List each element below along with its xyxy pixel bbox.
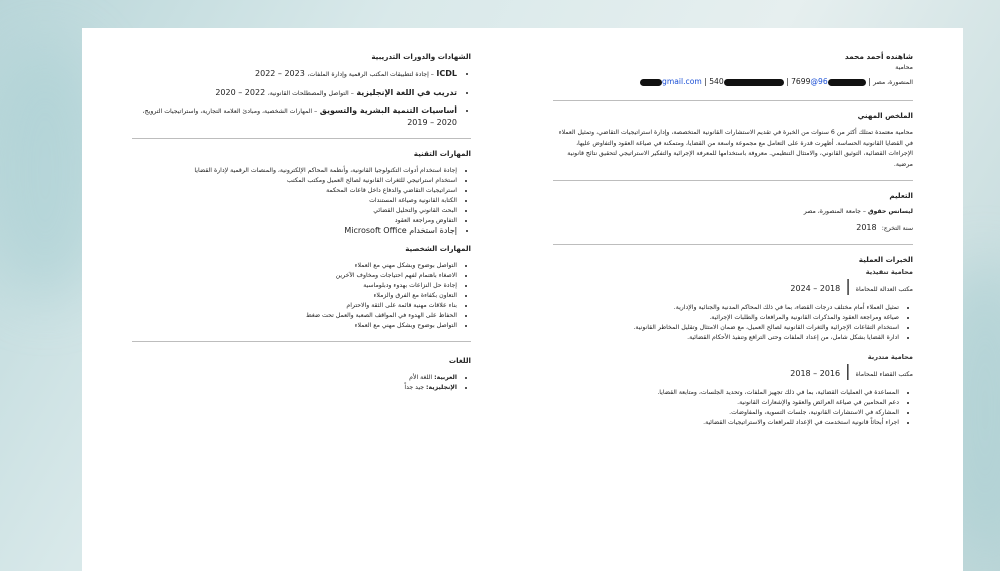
contact-phone: 7699 [791, 77, 811, 86]
soft-skills-list [132, 261, 471, 331]
cert-item [132, 69, 457, 81]
experience-heading: الخبرات العملية [858, 255, 913, 264]
cert-desc: – المهارات الشخصية، ومبادئ العلامة التجارية، واستراتيجيات الترويج، [142, 108, 318, 115]
resume-page-right [523, 28, 963, 571]
cert-desc: – إجادة لتطبيقات المكتب الرقمية وإدارة الملفات، [307, 71, 434, 78]
list-item: • المساعدة في العمليات القضائية، بما في ذلك تجهيز الملفات، وتحديد الجلسات، ومتابعة القضايا. [553, 388, 899, 398]
job-meta: مكتب العدالة للمحاماة | 2018 – 2024 [790, 276, 913, 295]
list-item: • اجراء أبحاثاً قانونية استخدمت في الإعداد للمرافعات والاستراتيجيات القضائية. [553, 418, 899, 428]
list-item: • التواصل بوضوح وبشكل مهني مع العملاء [132, 321, 457, 331]
tech-skills-list [132, 166, 471, 236]
redacted-text [724, 79, 784, 86]
list-item: • بناء علاقات مهنية قائمة على الثقة والاحترام [132, 301, 457, 311]
cert-dates: 2020 – 2019 [407, 117, 457, 127]
cert-dates: 2022 – 2020 [215, 87, 266, 97]
languages-list [132, 373, 471, 393]
list-item: • الكتابة القانونية وصياغة المستندات [132, 196, 457, 206]
cert-name: ICDL [436, 69, 457, 78]
cert-desc: – التواصل والمصطلحات القانونية، [267, 89, 354, 97]
education-degree-line [553, 208, 913, 215]
job-dates: 2016 – 2018 [790, 369, 841, 378]
certifications-heading: الشهادات والدورات التدريبية [371, 52, 471, 61]
degree: ليسانس حقوق [867, 208, 913, 215]
summary-heading: الملخص المهني [857, 111, 913, 120]
job-title: محامية تنفيذية [865, 268, 913, 276]
tech-skills-heading: المهارات التقنية [413, 149, 471, 158]
cert-item [132, 106, 457, 128]
list-item: • إجادة حل النزاعات بهدوء ودبلوماسية [132, 281, 457, 291]
list-item: • استخدام استراتيجي للثغرات القانونية لصالح العميل ومكتب المكتب [132, 176, 457, 186]
list-item: • دعم المحامين في صياغة العرائض والعقود والإشعارات القانونية. [553, 398, 899, 408]
list-item: • إجادة استخدام Microsoft Office [132, 226, 457, 236]
language-item [132, 373, 457, 383]
job-entry [553, 353, 913, 428]
job-title: محامية متدربة [867, 353, 913, 361]
resume-page-left [82, 28, 523, 571]
job-dates: 2018 – 2024 [790, 284, 841, 293]
cert-item [132, 88, 457, 100]
list-item: • استراتيجيات التقاضي والدفاع داخل قاعات المحكمة [132, 186, 457, 196]
graduation-year: 2018 [856, 223, 877, 232]
list-item: • التفاوض ومراجعة العقود [132, 216, 457, 226]
cert-name: تدريب في اللغة الإنجليزية [356, 87, 457, 97]
language-level: اللغة الأم [409, 374, 433, 381]
contact-location: المنصورة، مصر [873, 79, 913, 86]
contact-email[interactable]: 96@gmail.com [662, 77, 828, 86]
list-item: • ادارة القضايا بشكل شامل، من إعداد الملفات وحتى الترافع وتنفيذ الأحكام القضائية. [553, 333, 899, 343]
education-heading: التعليم [889, 191, 913, 200]
language-name: العربية: [434, 374, 457, 381]
job-company: مكتب القضاء للمحاماة [855, 371, 913, 378]
list-item: • استخدام التقاعات الإجرائية والثغرات القانونية لصالح العميل، مع ضمان الامتثال وتقليل المخاطر القانونية. [553, 323, 899, 333]
graduation-label: سنة التخرج: [881, 225, 913, 232]
list-item: • صياغة ومراجعة العقود والمذكرات القانونية والمرافعات والطلبات الإجرائية. [553, 313, 899, 323]
list-item: • الحفاظ على الهدوء في المواقف الصعبة والعمل تحت ضغط [132, 311, 457, 321]
list-item: • التعاون بكفاءة مع الفرق والزملاء [132, 291, 457, 301]
languages-heading: اللغات [448, 356, 471, 365]
language-name: الإنجليزية: [426, 384, 457, 391]
summary-text: محامية معتمدة تمتلك أكثر من 6 سنوات من الخبرة في تقديم الاستشارات القانونية المتخصصة، وإدارة استراتيجيات التقاضي، وتمثيل العملاء في القضايا القانونية الحساسة. أظهرت قدرة على التعامل مع مجموعة واسعة من القضايا، ومتمكنة في صياغة العقود والتفاوض عليها، الإجراءات القضائية، التوثيق القانوني، والامتثال التنظيمي. معروفة باستخدامها للمعرفة الإجرائية والتفكير الاستراتيجي لتحقيق نتائج قانونية مرضية. [558, 129, 913, 168]
graduation-line [553, 215, 913, 234]
section-divider [553, 244, 913, 245]
list-item: • الاصغاء باهتمام لفهم احتياجات ومخاوف الآخرين [132, 271, 457, 281]
candidate-name: شاهنده أحمد محمد [844, 52, 913, 61]
cert-dates: 2023 – 2022 [255, 69, 305, 78]
job-bullets [553, 388, 913, 428]
certifications-list [132, 69, 471, 128]
section-divider [132, 341, 471, 342]
language-level: جيد جداً [404, 384, 425, 391]
job-company: مكتب العدالة للمحاماة [855, 286, 913, 293]
redacted-text [828, 79, 866, 86]
job-bullets [553, 303, 913, 343]
cert-name: أساسيات التنمية البشرية والتسويق [319, 106, 457, 115]
list-item: • إجادة استخدام أدوات التكنولوجيا القانونية، وأنظمة المحاكم الإلكترونية، والمنصات الرقمية لإدارة القضايا [132, 166, 457, 176]
job-meta: مكتب القضاء للمحاماة | 2016 – 2018 [790, 361, 913, 380]
list-item: • البحث القانوني والتحليل القضائي [132, 206, 457, 216]
job-entry [553, 268, 913, 343]
contact-line: المنصورة، مصر | 96@gmail.com | 540 | 7699 [553, 77, 913, 86]
language-item [132, 383, 457, 393]
institution: – جامعة المنصورة، مصر [803, 208, 866, 215]
redacted-text [640, 79, 662, 86]
candidate-title: محامية [895, 64, 913, 71]
soft-skills-heading: المهارات الشخصية [405, 244, 471, 253]
section-divider [553, 100, 913, 101]
contact-phone: 540 [709, 77, 724, 86]
list-item: • التواصل بوضوح وبشكل مهني مع العملاء [132, 261, 457, 271]
section-divider [132, 138, 471, 139]
section-divider [553, 180, 913, 181]
list-item: • المشاركة في الاستشارات القانونية، جلسات التسوية، والمفاوضات. [553, 408, 899, 418]
list-item: • تمثيل العملاء أمام مختلف درجات القضاء، بما في ذلك المحاكم المدنية والجنائية والإدارية. [553, 303, 899, 313]
